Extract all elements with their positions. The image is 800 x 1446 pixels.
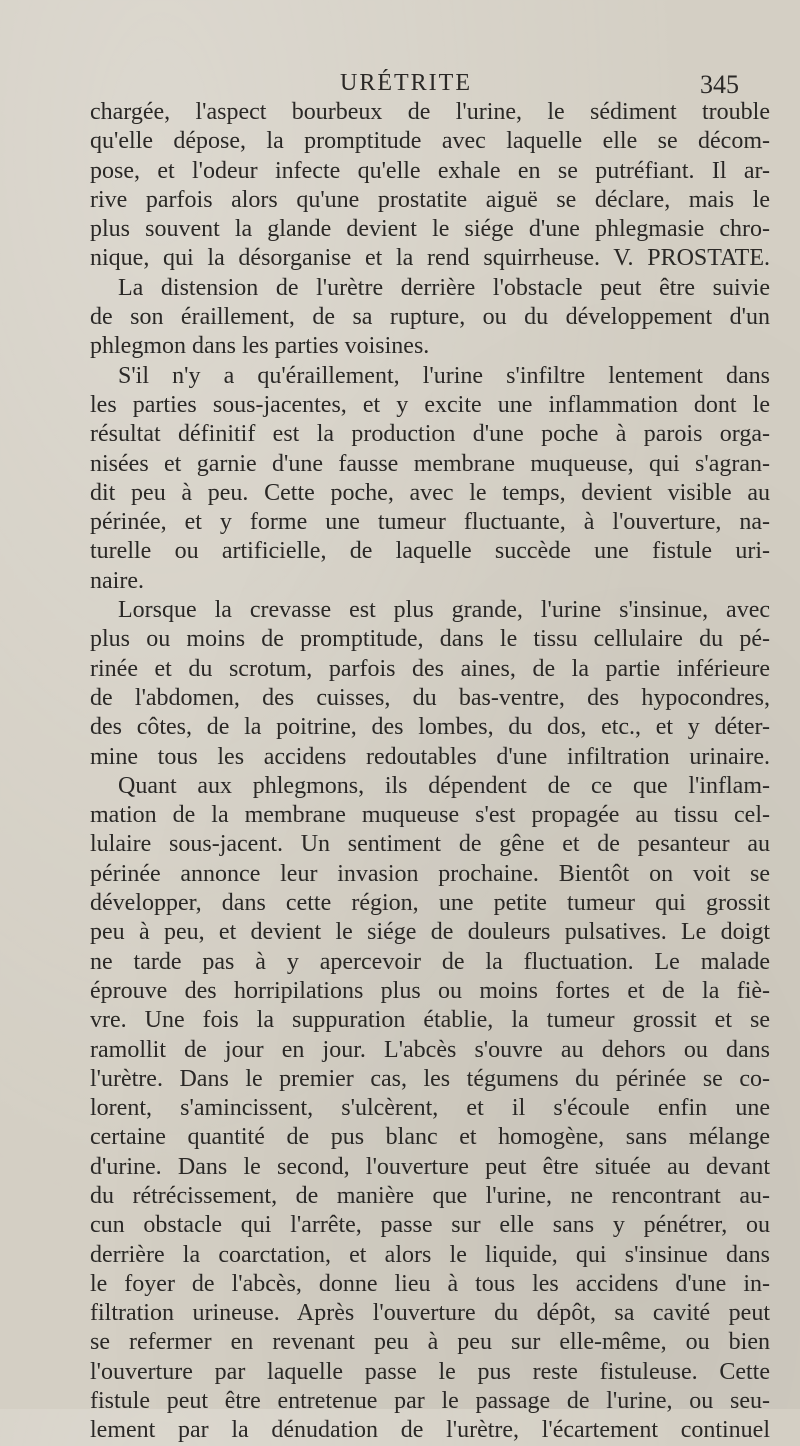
text-line: mation de la membrane muqueuse s'est propagée au tissu cel- <box>90 802 770 829</box>
text-line: fistule peut être entretenue par le passage de l'urine, ou seu- <box>90 1388 770 1415</box>
text-line: nisées et garnie d'une fausse membrane muqueuse, qui s'agran- <box>90 450 770 477</box>
text-line: lulaire sous-jacent. Un sentiment de gêne et de pesanteur au <box>90 831 770 858</box>
text-line: d'urine. Dans le second, l'ouverture peut être située au devant <box>90 1153 770 1180</box>
text-line: turelle ou artificielle, de laquelle succède une fistule uri- <box>90 538 770 565</box>
text-line: l'ouverture par laquelle passe le pus reste fistuleuse. Cette <box>90 1358 770 1385</box>
text-line: chargée, l'aspect bourbeux de l'urine, le sédiment trouble <box>90 99 770 125</box>
text-line: l'urètre. Dans le premier cas, les tégumens du périnée se co- <box>90 1065 770 1092</box>
text-line: filtration urineuse. Après l'ouverture du dépôt, sa cavité peut <box>90 1300 770 1327</box>
text-line: les parties sous-jacentes, et y excite une inflammation dont le <box>90 391 770 418</box>
text-line: éprouve des horripilations plus ou moins fortes et de la fiè- <box>90 977 770 1004</box>
text-line: cun obstacle qui l'arrête, passe sur elle sans y pénétrer, ou <box>90 1212 770 1239</box>
text-line: Lorsque la crevasse est plus grande, l'urine s'insinue, avec <box>118 597 770 624</box>
text-line: vre. Une fois la suppuration établie, la tumeur grossit et se <box>90 1007 770 1034</box>
text-line: du rétrécissement, de manière que l'urine, ne rencontrant au- <box>90 1182 770 1209</box>
text-line: La distension de l'urètre derrière l'obstacle peut être suivie <box>118 274 770 301</box>
text-line: derrière la coarctation, et alors le liquide, qui s'insinue dans <box>90 1241 770 1268</box>
text-line: Quant aux phlegmons, ils dépendent de ce que l'inflam- <box>118 772 770 799</box>
text-line: ne tarde pas à y apercevoir de la fluctuation. Le malade <box>90 948 770 975</box>
text-line: plus ou moins de promptitude, dans le tissu cellulaire du pé- <box>90 626 770 653</box>
text-line: nique, qui la désorganise et la rend squirrheuse. V. PROSTATE. <box>90 245 770 272</box>
text-line: pose, et l'odeur infecte qu'elle exhale en se putréfiant. Il ar- <box>90 157 770 184</box>
text-line: naire. <box>90 567 144 594</box>
page-number: 345 <box>700 70 739 99</box>
text-line: peu à peu, et devient le siége de douleurs pulsatives. Le doigt <box>90 919 770 946</box>
text-line: rive parfois alors qu'une prostatite aiguë se déclare, mais le <box>90 186 770 213</box>
text-line: dit peu à peu. Cette poche, avec le temps, devient visible au <box>90 479 770 506</box>
text-line: mine tous les accidens redoutables d'une infiltration urinaire. <box>90 743 770 770</box>
text-line: rinée et du scrotum, parfois des aines, de la partie inférieure <box>90 655 770 682</box>
text-line: lement par la dénudation de l'urètre, l'écartement continuel <box>90 1417 770 1444</box>
text-line: le foyer de l'abcès, donne lieu à tous les accidens d'une in- <box>90 1270 770 1297</box>
text-line: certaine quantité de pus blanc et homogène, sans mélange <box>90 1124 770 1151</box>
text-line: qu'elle dépose, la promptitude avec laquelle elle se décom- <box>90 128 770 155</box>
text-line: S'il n'y a qu'éraillement, l'urine s'infiltre lentement dans <box>118 362 770 389</box>
text-line: ramollit de jour en jour. L'abcès s'ouvre au dehors ou dans <box>90 1036 770 1063</box>
text-line: de son éraillement, de sa rupture, ou du développement d'un <box>90 304 770 331</box>
text-line: périnée annonce leur invasion prochaine. Bientôt on voit se <box>90 860 770 887</box>
text-line: plus souvent la glande devient le siége d'une phlegmasie chro- <box>90 216 770 243</box>
text-line: développer, dans cette région, une petite tumeur qui grossit <box>90 890 770 917</box>
running-head: URÉTRITE <box>340 70 472 96</box>
text-line: des côtes, de la poitrine, des lombes, du dos, etc., et y déter- <box>90 714 770 741</box>
text-line: se refermer en revenant peu à peu sur elle-même, ou bien <box>90 1329 770 1356</box>
text-line: périnée, et y forme une tumeur fluctuante, à l'ouverture, na- <box>90 509 770 536</box>
text-line: lorent, s'amincissent, s'ulcèrent, et il s'écoule enfin une <box>90 1095 770 1122</box>
text-line: de l'abdomen, des cuisses, du bas-ventre, des hypocondres, <box>90 684 770 711</box>
body-text <box>90 98 770 1446</box>
text-line: résultat définitif est la production d'une poche à parois orga- <box>90 421 770 448</box>
text-line: phlegmon dans les parties voisines. <box>90 333 430 360</box>
